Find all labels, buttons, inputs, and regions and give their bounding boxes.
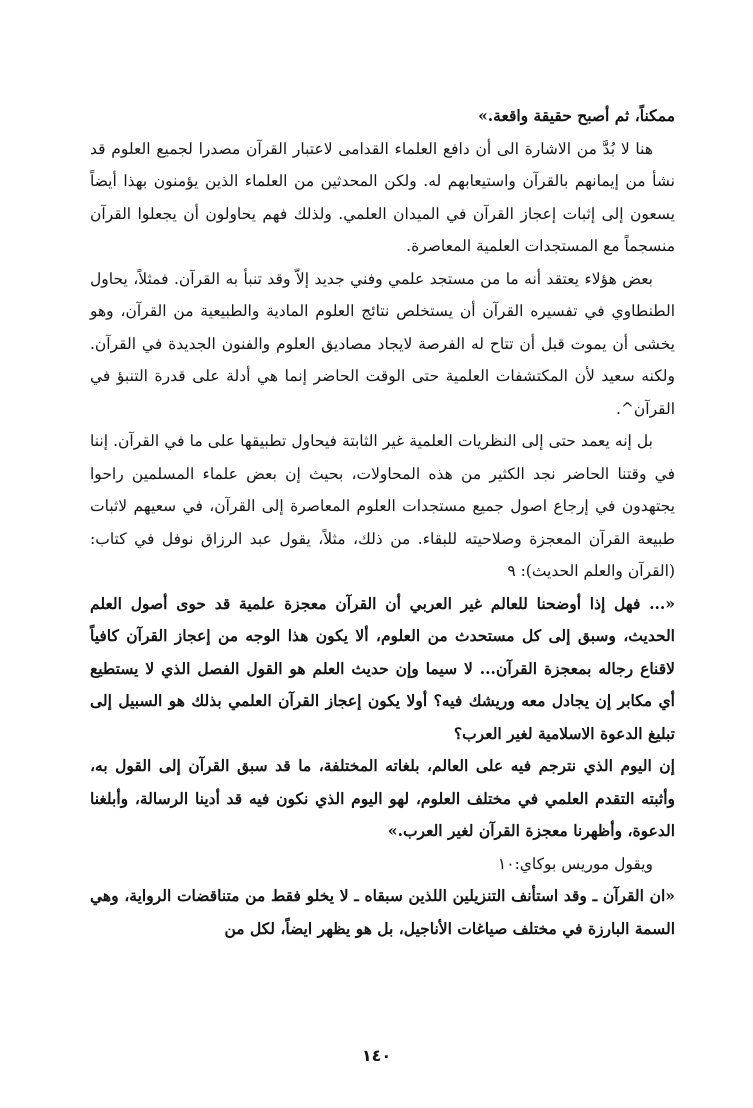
quote-paragraph-3: «ان القرآن ـ وقد استأنف التنزيلين اللذين سبقاه ـ لا يخلو فقط من متناقضات الرواية، وهي السمة البارزة في مختلف صياغات الأناجيل، بل هو يظهر ايضاً، لكل من	[90, 886, 675, 938]
quote-paragraph-1: «... فهل إذا أوضحنا للعالم غير العربي أن القرآن معجزة علمية قد حوى أصول العلم الحديث، وسبق إلى كل مستحدث من العلوم، ألا يكون هذا الوجه من إعجاز القرآن كافياً لاقناع رجاله بمعجزة القرآن... لا سيما وإن حديث العلم هو القول الفصل الذي لا يستطيع أي مكابر إن يجادل معه وريشك فيه؟ أولا يكون إعجاز القرآن العلمي بذلك هو السبيل إلى تبليغ الدعوة الاسلامية لغير العرب؟	[90, 593, 675, 743]
paragraph-4: بل إنه يعمد حتى إلى النظريات العلمية غير الثابتة فيحاول تطبيقها على ما في القرآن. إننا في وقتنا الحاضر نجد الكثير من هذه المحاولات، بحيث إن بعض علماء المسلمين راحوا يجتهدون في إرجاع اصول جميع مستجدات العلوم المعاصرة إلى القرآن، في سعيهم لاثبات طبيعة القرآن المعجزة وصلاحيته للبقاء. من ذلك، مثلاً، يقول عبد الرزاق نوفل في كتاب: (القرآن والعلم الحديث): ٩	[90, 432, 675, 580]
paragraph-5: ويقول موريس بوكاي:١٠	[497, 854, 653, 873]
quote-paragraph-2: إن اليوم الذي نترجم فيه على العالم، بلغاته المختلفة، ما قد سبق القرآن إلى القول به، وأثبته التقدم العلمي في مختلف العلوم، لهو اليوم الذي نكون فيه قد أدينا الرسالة، وأبلغنا الدعوة، وأظهرنا معجزة القرآن لغير العرب.»	[90, 756, 675, 840]
page-number: ١٤٠	[361, 1046, 392, 1065]
paragraph-1: ممكناً، ثم أصبح حقيقة واقعة.»	[478, 106, 675, 125]
paragraph-2: هنا لا بُدَّ من الاشارة الى أن دافع العلماء القدامى لاعتبار القرآن مصدرا لجميع العلوم قد نشأ من إيمانهم بالقرآن واستيعابهم له. ولكن المحدثين من العلماء الذين يؤمنون بهذا أيضاً يسعون إلى إثبات إعجاز القرآن في الميدان العلمي. ولذلك فهم يحاولون أن يجعلوا القرآن منسجماً مع المستجدات العلمية المعاصرة.	[90, 139, 675, 255]
paragraph-3: بعض هؤلاء يعتقد أنه ما من مستجد علمي وفني جديد إلاّ وقد تنبأ به القرآن. فمثلاً، يحاول الطنطاوي في تفسيره القرآن أن يستخلص نتائج العلوم المادية والطبيعية من القرآن، وهو يخشى أن يموت قبل أن تتاح له الفرصة لايجاد مصاديق العلوم والفنون الجديدة في القرآن. ولكنه سعيد لأن المكتشفات العلمية حتى الوقت الحاضر إنما هي أدلة على قدرة التنبؤ في القرآن^.	[90, 269, 675, 418]
page-body	[90, 100, 675, 945]
